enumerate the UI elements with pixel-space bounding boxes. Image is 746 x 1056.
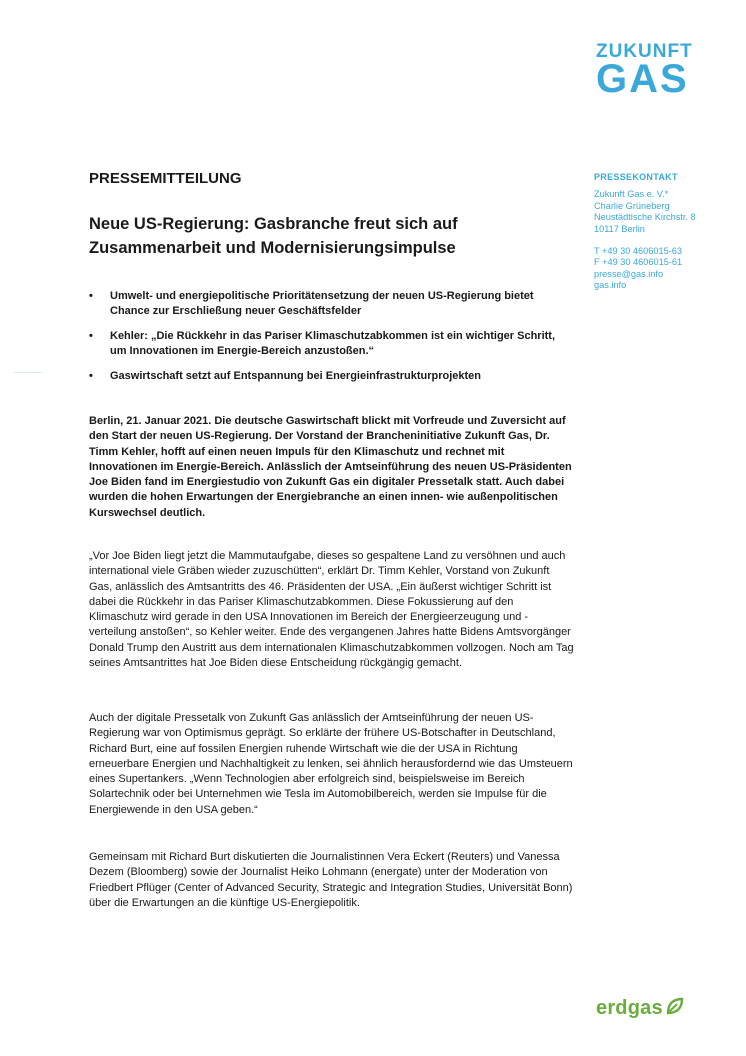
press-contact-title: PRESSEKONTAKT (594, 172, 678, 182)
margin-marker (14, 372, 42, 373)
logo-line-2: GAS (596, 57, 689, 101)
zukunft-gas-logo (596, 41, 696, 101)
bullet-text: Gaswirtschaft setzt auf Entspannung bei Energieinfrastrukturprojekten (110, 370, 482, 382)
contact-street: Neustädtische Kirchstr. 8 (594, 212, 696, 223)
leaf-icon (665, 996, 685, 1016)
logo-line-1: ZUKUNFT (596, 41, 693, 62)
contact-phone: T +49 30 4606015-63 (594, 246, 682, 257)
bullet-icon: • (89, 290, 93, 302)
bullet-icon: • (89, 370, 93, 382)
bullet-text: Umwelt- und energiepolitische Prioritätensetzung der neuen US-Regierung bietet Chance zur Erschließung neuer Geschäftsfelder (110, 290, 534, 317)
contact-city: 10117 Berlin (594, 223, 645, 234)
press-contact (594, 172, 724, 292)
bullet-icon: • (89, 330, 93, 342)
list-item (89, 369, 574, 384)
contact-fax: F +49 30 4606015-61 (594, 257, 683, 268)
contact-org: Zukunft Gas e. V.* (594, 189, 669, 200)
bullet-text: Kehler: „Die Rückkehr in das Pariser Klimaschutzabkommen ist ein wichtiger Schritt, um Innovationen im Energie-Bereich anzustoßen.“ (110, 330, 556, 357)
key-points-list (89, 289, 574, 394)
contact-email[interactable]: presse@gas.info (594, 268, 664, 279)
list-item (89, 289, 574, 319)
body-paragraph-3: Gemeinsam mit Richard Burt diskutierten die Journalistinnen Vera Eckert (Reuters) und Vanessa Dezem (Bloomberg) sowie der Journalist Heiko Lohmann (energate) unter der Moderation von Friedbert Pflüger (Center of Advanced Security, Strategic and Integration Studies, Universität Bonn) über die Erwartungen an die künftige US-Energiepolitik. (89, 851, 573, 909)
erdgas-logo (596, 996, 685, 1020)
contact-person: Charlie Grüneberg (594, 200, 670, 211)
lead-paragraph: Berlin, 21. Januar 2021. Die deutsche Gaswirtschaft blickt mit Vorfreude und Zuversicht auf den Start der neuen US-Regierung. Der Vorstand der Brancheninitiative Zukunft Gas, Dr. Timm Kehler, hofft auf einen neuen Impuls für den Klimaschutz und rechnet mit Innovationen im Energie-Bereich. Anlässlich der Amtseinführung des neuen US-Präsidenten Joe Biden fand im Energiestudio von Zukunft Gas ein digitaler Pressetalk statt. Auch dabei wurden die hohen Erwartungen der Energiebranche an einen innen- wie außenpolitischen Kurswechsel deutlich. (89, 415, 572, 519)
contact-web[interactable]: gas.info (594, 280, 627, 291)
list-item (89, 329, 574, 359)
body-paragraph-1: „Vor Joe Biden liegt jetzt die Mammutaufgabe, dieses so gespaltene Land zu versöhnen und auch international viele Gräben wieder zuzuschütten“, erklärt Dr. Timm Kehler, Vorstand von Zukunft Gas, anlässlich des Amtsantritts des 46. Präsidenten der USA. „Ein äußerst wichtiger Schritt ist dabei die Rückkehr in das Pariser Klimaschutzabkommen. Diese Fokussierung auf den Klimaschutz wird gerade in den USA Innovationen im Bereich der Energieerzeugung und -verteilung anstoßen“, so Kehler weiter. Ende des vergangenen Jahres hatte Bidens Amtsvorgänger Donald Trump den Austritt aus dem internationalen Klimaschutzabkommen vollzogen. Noch am Tag seines Amtsantrittes hat Joe Biden diese Entscheidung rückgängig gemacht. (89, 550, 574, 670)
erdgas-logo-text: erdgas (596, 997, 663, 1019)
page-title: Neue US-Regierung: Gasbranche freut sich auf Zusammenarbeit und Modernisierungsimpulse (89, 215, 458, 257)
document-kicker: PRESSEMITTEILUNG (89, 170, 242, 187)
body-paragraph-2: Auch der digitale Pressetalk von Zukunft Gas anlässlich der Amtseinführung der neuen US-Regierung war von Optimismus geprägt. So erklärte der frühere US-Botschafter in Deutschland, Richard Burt, eine auf fossilen Energien ruhende Wirtschaft wie die der USA in Richtung erneuerbare Energien und Nachhaltigkeit zu lenken, sei ähnlich herausfordernd wie das Umsteuern eines Supertankers. „Wenn Technologien aber erfolgreich sind, beispielsweise im Bereich Solartechnik oder bei Unternehmen wie Tesla im Automobilbereich, werden sie Impulse für die Energiewende in den USA geben.“ (89, 712, 573, 816)
